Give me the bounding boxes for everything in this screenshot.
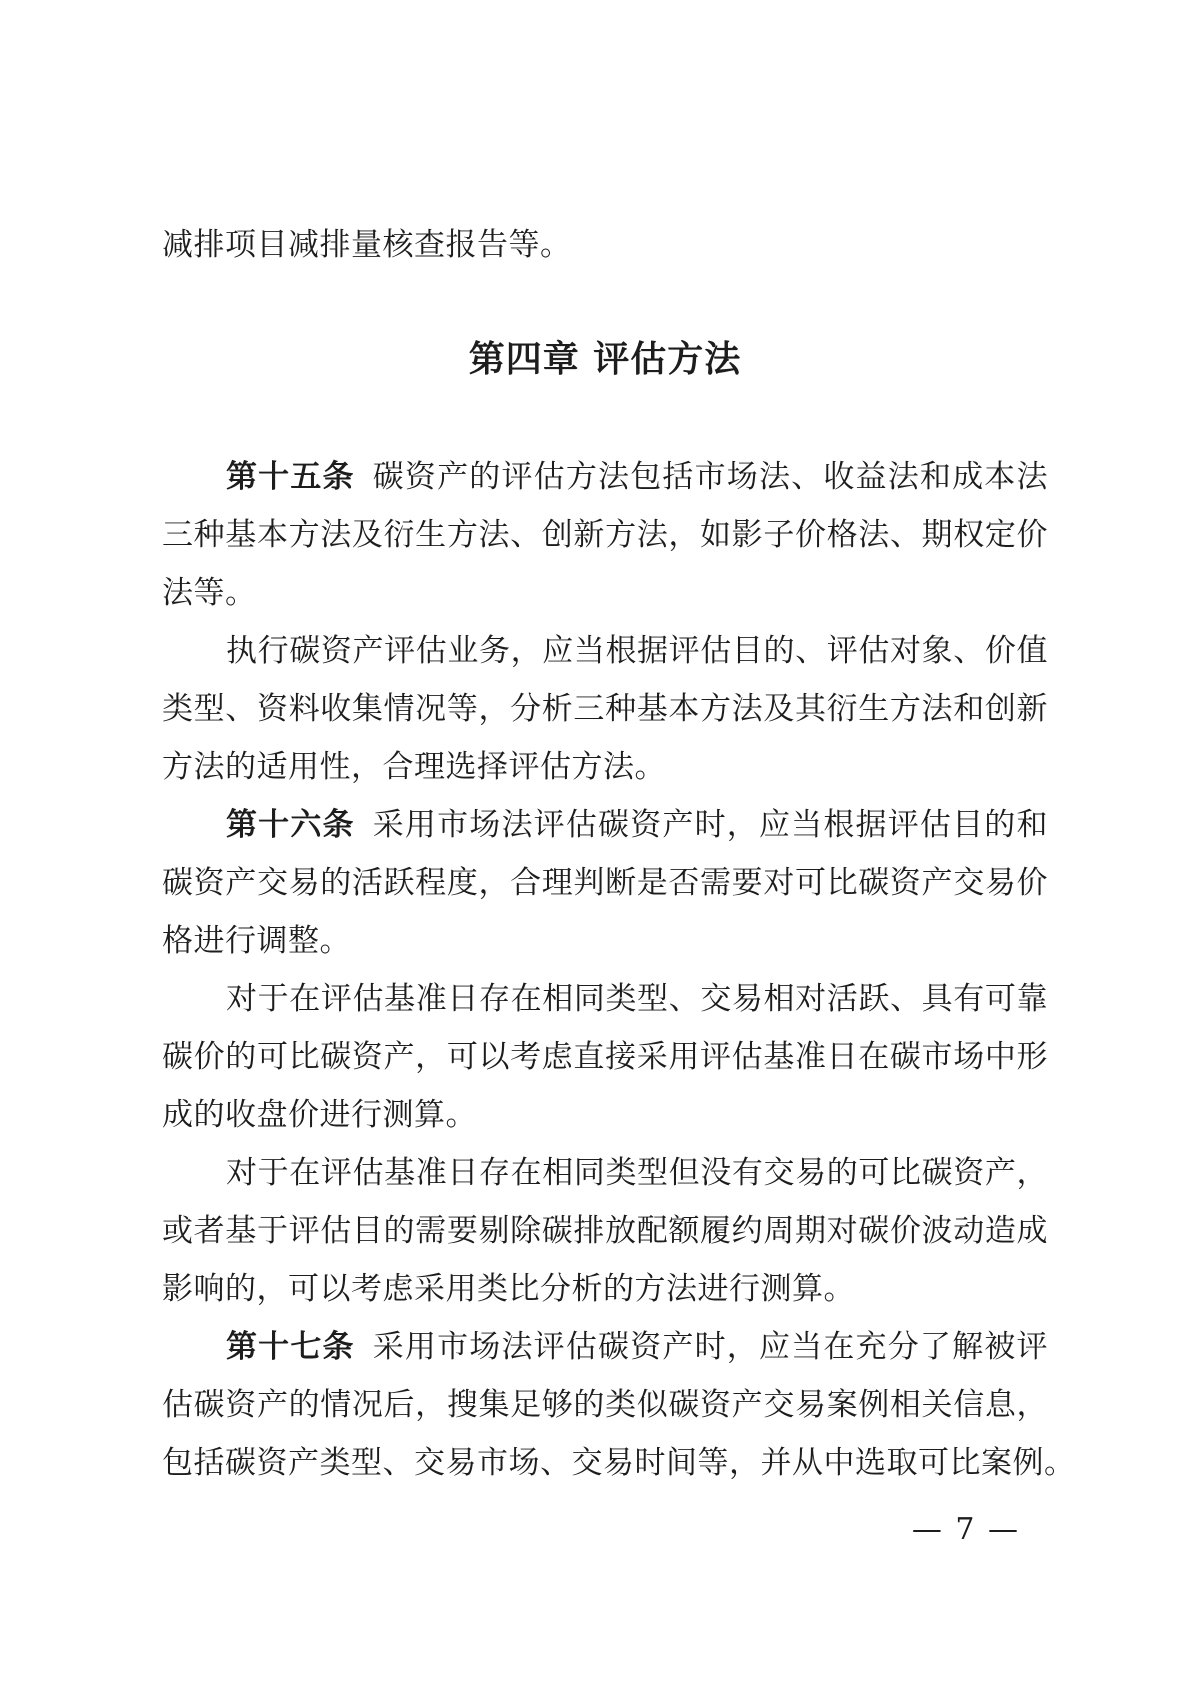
article-15-line-2: 三种基本方法及衍生方法、创新方法，如影子价格法、期权定价 (162, 517, 1048, 553)
article-17-line-2: 估碳资产的情况后，搜集足够的类似碳资产交易案例相关信息， (162, 1387, 1048, 1423)
page-number: — 7 — (911, 1512, 1020, 1547)
article-15-number: 第十五条 (226, 459, 355, 495)
article-16-paragraph-3-line-2: 或者基于评估目的需要剔除碳排放配额履约周期对碳价波动造成 (162, 1213, 1048, 1249)
article-15-line-3: 法等。 (162, 575, 257, 611)
article-16-line-2: 碳资产交易的活跃程度，合理判断是否需要对可比碳资产交易价 (162, 865, 1048, 901)
article-15-line-1 (162, 448, 1048, 506)
text-line: 采用市场法评估碳资产时，应当在充分了解被评 (372, 1329, 1048, 1365)
article-16-paragraph-2-line-3: 成的收盘价进行测算。 (162, 1097, 477, 1133)
body-text-block (162, 448, 1076, 1492)
article-17-line-1 (162, 1318, 1048, 1376)
article-15-paragraph-2-line-1: 执行碳资产评估业务，应当根据评估目的、评估对象、价值 (226, 633, 1048, 669)
article-16-line-3: 格进行调整。 (162, 923, 351, 959)
text-line: 采用市场法评估碳资产时，应当根据评估目的和 (372, 807, 1048, 843)
article-16-paragraph-3-line-3: 影响的，可以考虑采用类比分析的方法进行测算。 (162, 1271, 855, 1307)
article-15-paragraph-2-line-2: 类型、资料收集情况等，分析三种基本方法及其衍生方法和创新 (162, 691, 1048, 727)
article-16-line-1 (162, 796, 1048, 854)
page-content (162, 216, 1076, 1552)
article-15-paragraph-2-line-3: 方法的适用性，合理选择评估方法。 (162, 749, 666, 785)
article-16-number: 第十六条 (226, 807, 355, 843)
article-16-paragraph-3-line-1: 对于在评估基准日存在相同类型但没有交易的可比碳资产， (226, 1155, 1048, 1191)
article-16-paragraph-2-line-1: 对于在评估基准日存在相同类型、交易相对活跃、具有可靠 (226, 981, 1048, 1017)
text-line: 碳资产的评估方法包括市场法、收益法和成本法 (372, 459, 1048, 495)
article-16-paragraph-2-line-2: 碳价的可比碳资产，可以考虑直接采用评估基准日在碳市场中形 (162, 1039, 1048, 1075)
article-17-line-3: 包括碳资产类型、交易市场、交易时间等，并从中选取可比案例。 (162, 1445, 1076, 1481)
chapter-heading: 第四章 评估方法 (468, 339, 742, 380)
paragraph-continuation-line: 减排项目减排量核查报告等。 (162, 227, 572, 263)
article-17-number: 第十七条 (226, 1329, 355, 1365)
